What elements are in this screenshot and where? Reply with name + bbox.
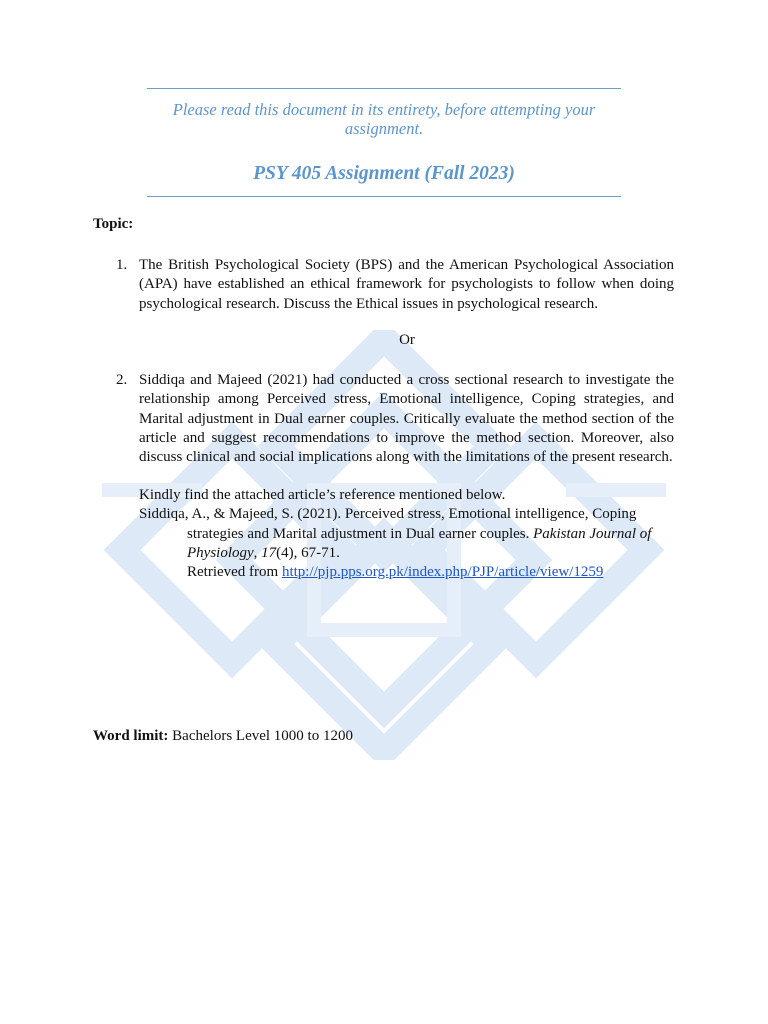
assignment-title: PSY 405 Assignment (Fall 2023) [253, 163, 515, 184]
reference-block [139, 486, 679, 582]
word-limit-label: Word limit: [93, 728, 169, 744]
reference-line-4 [139, 563, 679, 582]
journal-name: Pakistan Journal of [533, 525, 652, 542]
reference-line-1: Siddiqa, A., & Majeed, S. (2021). Perceived stress, Emotional intelligence, Coping [139, 506, 637, 523]
or-separator: Or [399, 332, 415, 348]
word-limit-value: Bachelors Level 1000 to 1200 [168, 728, 353, 744]
reference-title-text: strategies and Marital adjustment in Dual earner couples. [187, 525, 534, 542]
list-item-number: 2. [116, 372, 128, 388]
topic-label: Topic: [93, 216, 134, 232]
journal-name-cont: Physiology [187, 544, 254, 561]
retrieved-prefix: Retrieved from [187, 564, 282, 581]
reference-line-3 [139, 544, 679, 563]
bottom-rule [147, 196, 621, 197]
top-rule [147, 88, 621, 89]
list-item [116, 371, 674, 467]
reference-sep: , [253, 544, 262, 561]
list-item-number: 1. [116, 257, 128, 273]
word-limit [93, 728, 353, 745]
list-item-text: The British Psychological Society (BPS) and the American Psychological Association (APA) have established an ethical framework for psychologists to follow when doing psychological research. Discuss the Ethical issues in psychological research. [139, 257, 674, 312]
reference-line-2 [139, 525, 679, 544]
journal-issue-pages: (4), 67-71. [276, 544, 340, 561]
read-notice: Please read this document in its entirety, before attempting your assignment. [172, 100, 596, 138]
list-item-text: Siddiqa and Majeed (2021) had conducted a cross sectional research to investigate the relationship among Perceived stress, Emotional intelligence, Coping strategies, and Marital adjustment in Dual earner couples. Critically evaluate the method section of the article and suggest recommendations to improve the method section. Moreover, also discuss clinical and social implications along with the limitations of the present research. [139, 372, 674, 466]
reference-intro: Kindly find the attached article’s reference mentioned below. [139, 487, 506, 503]
list-item [116, 256, 674, 314]
journal-volume: 17 [261, 544, 277, 561]
article-link[interactable]: http://pjp.pps.org.pk/index.php/PJP/article/view/1259 [281, 564, 604, 581]
